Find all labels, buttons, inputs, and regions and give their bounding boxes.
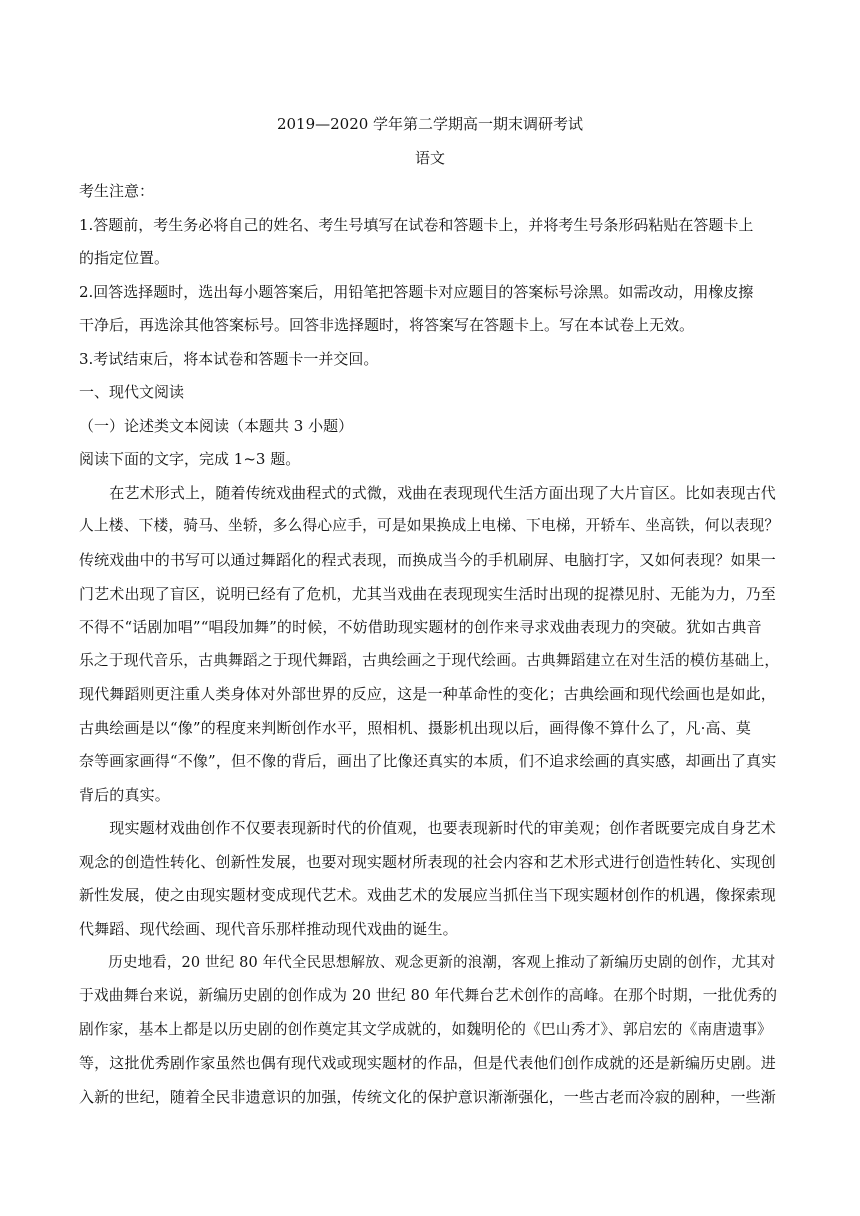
passage-line: 传统戏曲中的书写可以通过舞蹈化的程式表现，而换成当今的手机刷屏、电脑打字，又如何表现？如果一 — [79, 551, 776, 569]
reading-instruction: 阅读下面的文字，完成 1~3 题。 — [79, 450, 301, 468]
passage-line: 等，这批优秀剧作家虽然也偶有现代戏或现实题材的作品，但是代表他们创作成就的还是新编历史剧。进 — [79, 1054, 776, 1072]
passage-line: 新性发展，使之由现实题材变成现代艺术。戏曲艺术的发展应当抓住当下现实题材创作的机遇，像探索现 — [79, 886, 776, 904]
passage-line: 乐之于现代音乐，古典舞蹈之于现代舞蹈，古典绘画之于现代绘画。古典舞蹈建立在对生活的模仿基础上， — [79, 652, 780, 669]
passage-line: 门艺术出现了盲区，说明已经有了危机，尤其当戏曲在表现现实生活时出现的捉襟见肘、无能为力，乃至 — [79, 585, 776, 603]
notice-heading: 考生注意： — [79, 182, 155, 200]
passage-line: 剧作家，基本上都是以历史剧的创作奠定其文学成就的，如魏明伦的《巴山秀才》、郭启宏的《南唐遗事》 — [79, 1021, 772, 1038]
passage-line: 观念的创造性转化、创新性发展，也要对现实题材所表现的社会内容和艺术形式进行创造性转化、实现创 — [79, 853, 776, 871]
passage-line: 古典绘画是以“像”的程度来判断创作水平，照相机、摄影机出现以后，画得像不算什么了，凡·高、莫 — [79, 719, 752, 737]
passage-line: 现代舞蹈则更注重人类身体对外部世界的反应，这是一种革命性的变化；古典绘画和现代绘画也是如此， — [79, 685, 776, 703]
passage-line: 入新的世纪，随着全民非遗意识的加强，传统文化的保护意识渐渐强化，一些古老而冷寂的剧种，一些渐 — [79, 1088, 776, 1106]
passage-line: 背后的真实。 — [79, 786, 170, 804]
subject-title: 语文 — [414, 149, 445, 167]
passage-line: 不得不“话剧加唱”“唱段加舞”的时候，不妨借助现实题材的创作来寻求戏曲表现力的突破。犹如古典音 — [79, 618, 762, 636]
notice-item-1-cont: 的指定位置。 — [79, 249, 170, 267]
notice-item-2: 2.回答选择题时，选出每小题答案后，用铅笔把答题卡对应题目的答案标号涂黑。如需改动，用橡皮擦 — [79, 283, 754, 301]
exam-title: 2019—2020 学年第二学期高一期末调研考试 — [276, 115, 584, 133]
section-heading: 一、现代文阅读 — [79, 383, 185, 401]
passage-line: 代舞蹈、现代绘画、现代音乐那样推动现代戏曲的诞生。 — [79, 920, 458, 938]
passage-line: 奈等画家画得“不像”，但不像的背后，画出了比像还真实的本质，们不追求绘画的真实感，却画出了真实 — [79, 752, 777, 770]
passage-line: 历史地看，20 世纪 80 年代全民思想解放、观念更新的浪潮，客观上推动了新编历史剧的创作，尤其对 — [79, 955, 776, 971]
passage-line: 现实题材戏曲创作不仅要表现新时代的价值观，也要表现新时代的审美观；创作者既要完成自身艺术 — [79, 819, 776, 837]
passage-line: 于戏曲舞台来说，新编历史剧的创作成为 20 世纪 80 年代舞台艺术创作的高峰。在那个时期，一批优秀的 — [79, 987, 778, 1004]
notice-item-2-cont: 干净后，再选涂其他答案标号。回答非选择题时，将答案写在答题卡上。写在本试卷上无效。 — [79, 316, 695, 334]
notice-item-3: 3.考试结束后，将本试卷和答题卡一并交回。 — [79, 350, 379, 368]
passage-line: 在艺术形式上，随着传统戏曲程式的式微，戏曲在表现现代生活方面出现了大片盲区。比如表现古代 — [79, 484, 776, 502]
notice-item-1: 1.答题前，考生务必将自己的姓名、考生号填写在试卷和答题卡上，并将考生号条形码粘贴在答题卡上 — [79, 216, 754, 234]
section-subheading: （一）论述类文本阅读（本题共 3 小题） — [79, 417, 354, 435]
passage-line: 人上楼、下楼，骑马、坐轿，多么得心应手，可是如果换成上电梯、下电梯，开轿车、坐高铁，何以表现？ — [79, 517, 780, 534]
